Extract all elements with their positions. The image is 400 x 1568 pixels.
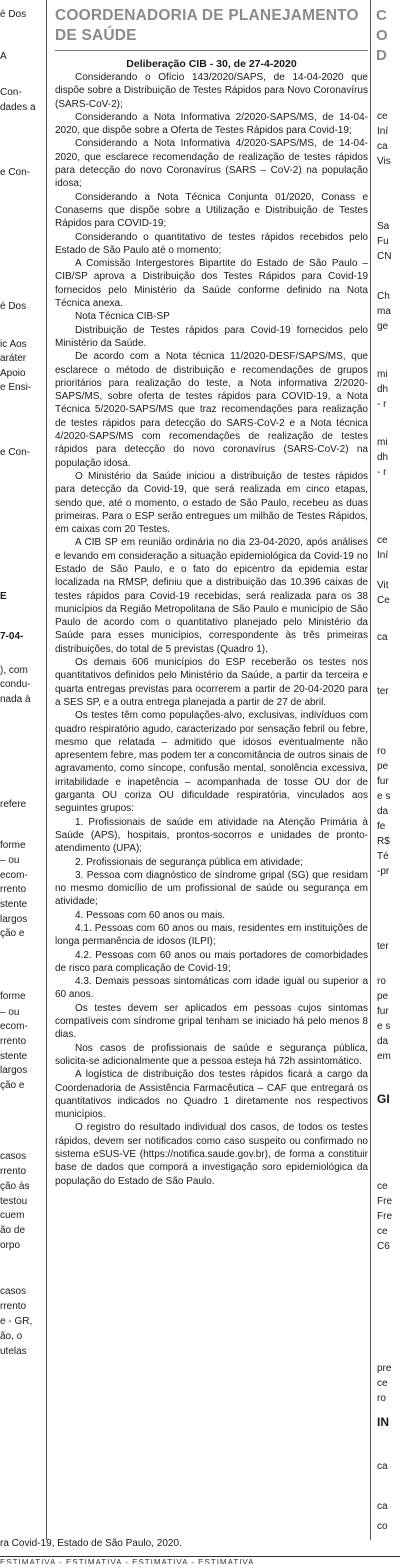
right-fragment: ca [377,632,388,643]
right-fragment: fe [377,821,386,832]
left-fragment: 7-04- [0,631,24,642]
section-title [55,6,368,46]
main-column [55,0,368,1188]
left-fragment: refere [0,799,27,810]
right-fragment: - r [377,467,387,478]
right-fragment: ma [377,306,391,317]
left-fragment: cuem [0,1210,25,1221]
left-fragment: ão de [0,1225,26,1236]
left-fragment: e - GR, [0,1316,33,1327]
right-fragment: ce [377,1378,388,1389]
right-section-heading: GI [377,1092,390,1106]
deliberation-paragraph: A logística de distribuição dos testes rápidos ficará a cargo da Coordenadoria de Assistência Farmacêutica – CAF que entregará os quantitativos indicados no Quadro 1 diretamente nos respectivos municípios. [55,1069,368,1121]
right-fragment: Ch [377,291,390,302]
left-fragment: rrento [0,884,27,895]
footer-caption: ra Covid-19, Estado de São Paulo, 2020. [0,1538,182,1549]
left-fragment: é Dos [0,9,27,20]
right-fragment: dh [377,384,389,395]
right-fragment: R$ [377,836,390,847]
right-fragment: Fu [377,236,389,247]
column-divider-right [370,0,371,1540]
right-fragment: mi [377,369,388,380]
right-fragment: pe [377,761,389,772]
deliberation-paragraph: A CIB SP em reunião ordinária no dia 23-04-2020, após análises e levando em consideração a situação epidemiológica da Covid-19 no Estado de São Paulo, e o fato do epicentro da epidemia estar localizada na RMSP, definiu que a distribuição das 10.396 caixas de testes rápidos para Covid-19 recebidas, será realizada para os 38 municípios da Região Metropolitana de São Paulo e município de São Paulo de acordo com o quantitativo planejado pelo Ministério da Saúde para esses municípios, correspondente às três primeiras distribuições, do total de 5 previstas (Quadro 1). [55,537,368,655]
deliberation-paragraph: De acordo com a Nota técnica 11/2020-DESF/SAPS/MS, que esclarece o método de distribuição e recomendações de grupos prioritários para realização do teste, a Nota informativa 2/2020-SAPS/MS, sobre oferta de testes rápidos para COVID-19, a Nota Técnica 5/2020-SAPS/MS que traz recomendações para realização de testes rápidos para detecção do SARS-CoV-2 e a Nota técnica 4/2020-SAPS/MS com recomendações de realização de testes rápidos para detecção do novo coronavírus (SARS-CoV-2) na população idosa. [55,351,368,469]
left-fragment: e Ensi- [0,382,32,393]
deliberation-paragraph: 4. Pessoas com 60 anos ou mais. [75,909,226,921]
left-fragment: ção e [0,928,25,939]
deliberation-paragraph: Considerando o Ofício 143/2020/SAPS, de 14-04-2020 que dispõe sobre a Distribuição de Testes Rápidos para Novo Coronavírus (SARS-CoV-2); [55,72,368,110]
deliberation-paragraph: Nos casos de profissionais de saúde e segurança pública, solicita-se adicionalmente que a pessoa esteja há 72h assintomático. [55,1042,368,1067]
right-fragment: ca [377,1501,388,1512]
left-fragment: – ou [0,1007,20,1018]
right-fragment: ro [377,746,386,757]
right-fragment: CN [377,251,392,262]
left-fragment: aráter [0,353,27,364]
deliberation-paragraph: Distribuição de Testes rápidos para Covid-19 fornecidos pelo Ministério da Saúde. [55,324,368,349]
right-fragment: -pr [377,866,390,877]
left-fragment: A [0,51,7,62]
right-fragment: ro [377,1393,386,1404]
left-fragment: ic Aos [0,339,27,350]
right-fragment: Vit [377,580,389,591]
deliberation-paragraph: 4.2. Pessoas com 60 anos ou mais portadores de comorbidades de risco para complicação de Covid-19; [55,949,368,974]
deliberation-paragraph: Considerando o quantitativo de testes rápidos recebidos pelo Estado de São Paulo até o momento; [55,231,368,256]
deliberation-paragraph: Os demais 606 municípios do ESP receberão os testes nos quantitativos definidos pelo Ministério da Saúde, a partir da terceira e quarta entregas previstas para ocorrerem a partir de 20-04-2020 para a SES SP, e a outra entrega planejada a partir de 27 de abril. [55,657,368,708]
section-title-rule [55,50,368,51]
right-fragment: da [377,806,389,817]
left-fragment: ecom- [0,1021,28,1032]
deliberation-paragraph: Considerando a Nota Informativa 4/2020-SAPS/MS, de 14-04-2020, que esclarece recomendação de realização de testes rápidos para detecção do novo Coronavírus (SARS – CoV-2) na população idosa; [55,138,368,190]
right-section-heading: IN [377,1415,389,1429]
deliberation-paragraph: Nota Técnica CIB-SP [75,311,170,323]
left-fragment: ), com [0,665,28,676]
footer-cut-line: ESTIMATIVA - ESTIMATIVA - ESTIMATIVA - ESTIMATIVA [0,1559,255,1564]
left-fragment: stente [0,899,28,910]
right-fragment: e s [377,1021,391,1032]
right-fragment: co [377,1521,388,1532]
deliberation-title: Deliberação CIB - 30, de 27-4-2020 [126,58,297,70]
deliberation-paragraph: Considerando a Nota Informativa 2/2020-SAPS/MS, de 14-04-2020, que dispõe sobre a Oferta de Testes Rápidos para Covid-19; [55,111,368,137]
left-fragment: stente [0,1051,28,1062]
right-fragment: ca [377,1461,388,1472]
right-fragment: C6 [377,1241,390,1252]
right-fragment: pre [377,1363,392,1374]
left-fragment: ção e [0,1080,25,1091]
right-fragment: ter [377,686,389,697]
deliberation-paragraph: Os testes devem ser aplicados em pessoas cujos sintomas compatíveis com síndrome gripal tenham se iniciado há pelo menos 8 dias. [55,1002,368,1041]
right-fragment: fur [377,776,389,787]
deliberation-paragraph: 4.3. Demais pessoas sintomáticas com idade igual ou superior a 60 anos. [55,976,368,1001]
right-fragment: Ce [377,595,390,606]
deliberation-paragraph: 2. Profissionais de segurança pública em atividade; [75,856,303,868]
right-fragment: fur [377,1006,389,1017]
left-fragment: e Con- [0,447,31,458]
right-fragment: - r [377,399,387,410]
left-fragment: casos [0,1286,27,1297]
left-fragment: utelas [0,1346,27,1357]
left-fragment: largos [0,914,28,925]
left-fragment: orpo [0,1240,21,1251]
left-fragment: nada à [0,694,31,705]
left-fragment: dades a [0,102,36,113]
deliberation-paragraph: 4.1. Pessoas com 60 anos ou mais, residentes em instituições de longa permanência de idosos (ILPI); [55,923,368,948]
right-fragment: Té [377,851,389,862]
right-fragment: ter [377,941,389,952]
deliberation-paragraph: A Comissão Intergestores Bipartite do Estado de São Paulo – CIB/SP aprova a Distribuição dos Testes Rápidos para Covid-19 fornecidos pelo Ministério da Saúde conforme definido na Nota Técnica anexa. [55,258,368,310]
right-fragment: ce [377,111,388,122]
right-fragment: ca [377,141,388,152]
deliberation-paragraph: O registro do resultado individual dos casos, de todos os testes rápidos, devem ser notificados como caso suspeito ou confirmado no sistema eSUS-VE (https://notifica.saude.gov.br), de forma a constituir base de dados que comporá a investigação soro epidemiológica da população do Estado de São Paulo. [55,1122,368,1187]
right-fragment: pe [377,991,389,1002]
left-fragment: condu- [0,679,31,690]
right-fragment: em [377,1051,391,1062]
left-fragment: Apoio [0,368,26,379]
left-fragment: forme [0,840,26,851]
deliberation-paragraph: 1. Profissionais de saúde em atividade na Atenção Primária à Saúde (APS), hospitais, prontos-socorros e unidades de pronto-atendimento (UPA); [55,816,368,855]
left-fragment: forme [0,991,26,1002]
footer-rule [0,1556,400,1557]
right-fragment: ro [377,976,386,987]
right-fragment: ce [377,1226,388,1237]
left-fragment: ecom- [0,870,28,881]
section-title-line2: DE SAÚDE [55,27,137,44]
left-fragment: – ou [0,855,20,866]
right-fragment: ce [377,1181,388,1192]
left-fragment: e Con- [0,167,31,178]
left-fragment: testou [0,1196,28,1207]
right-fragment: da [377,1036,389,1047]
section-title-line1: COORDENADORIA DE PLANEJAMENTO [55,7,359,24]
left-column-fragments [0,0,44,1540]
right-column-heading: CO D [376,7,388,64]
right-column-fragments [372,0,400,1540]
deliberation-paragraph: 3. Pessoa com diagnóstico de síndrome gripal (SG) que residam no mesmo domicílio de um profissional de saúde ou segurança em atividade; [55,869,368,908]
deliberation-paragraph: Os testes têm como populações-alvo, exclusivas, indivíduos com quadro respiratório agudo, caracterizado por sensação febril ou febre, mesmo que relatada – admitido que idosos eventualmente não apresentem febre, mas podem ter a concomitância de outros sinais de agravamento, como síncope, confusão mental, sonolência excessiva, irritabilidade e inapetência – acompanhada de tosse OU dor de garganta OU coriza OU dificuldade respiratória, vinculados aos seguintes grupos: [55,710,368,815]
left-fragment: é Dos [0,301,27,312]
left-fragment: casos [0,1151,27,1162]
deliberation-body [55,71,368,1188]
right-fragment: Iní [377,126,389,137]
right-fragment: e s [377,791,391,802]
right-fragment: ge [377,321,389,332]
left-fragment: rrento [0,1301,27,1312]
right-fragment: Vis [377,156,391,167]
left-fragment: Con- [0,87,22,98]
right-fragment: Sa [377,221,390,232]
page-footer [0,1536,400,1568]
left-fragment: E [0,591,7,602]
column-divider-left [46,0,47,1540]
right-fragment: dh [377,452,389,463]
left-fragment: rrento [0,1166,27,1177]
deliberation-paragraph: O Ministério da Saúde iniciou a distribuição de testes rápidos para detecção da Covid-19, que será realizada em cinco etapas, sendo que, até o momento, o estado de São Paulo, recebeu as duas primeiras. Para o ESP serão entregues um milhão de Testes Rápidos, em caixas com 20 Testes. [55,470,368,536]
right-fragment: mi [377,437,388,448]
right-fragment: Fre [377,1211,392,1222]
deliberation-paragraph: Considerando a Nota Técnica Conjunta 01/2020, Conass e Conasems que dispõe sobre a Utilização e Distribuição de Testes Rápidos para COVID-19; [55,191,368,230]
right-fragment: Fre [377,1196,392,1207]
left-fragment: rrento [0,1036,27,1047]
left-fragment: ão, o [0,1331,23,1342]
right-fragment: ce [377,535,388,546]
left-fragment: ção às [0,1181,30,1192]
right-fragment: Iní [377,550,389,561]
left-fragment: largos [0,1065,28,1076]
